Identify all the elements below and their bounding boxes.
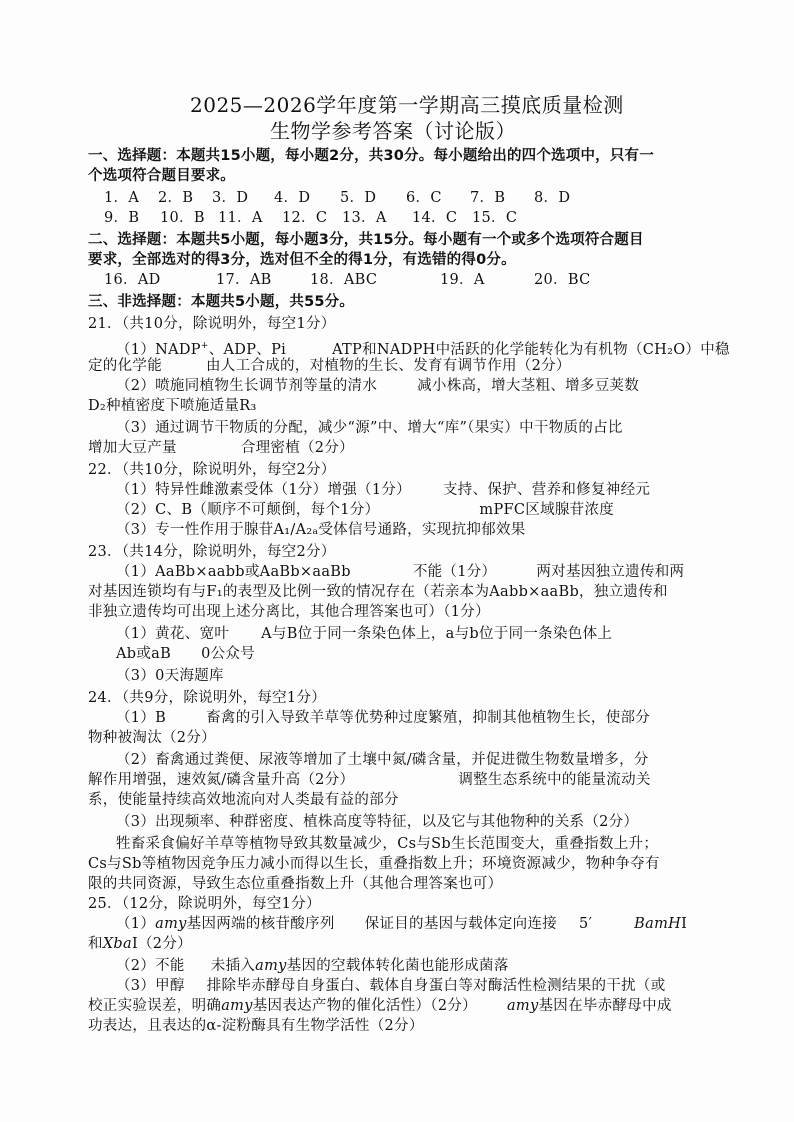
q25-answer-1-cont: 和XbaⅠ（2分） [88, 936, 192, 952]
q24-answer-1: （1）B 畜禽的引入导致羊草等优势种过度繁殖，抑制其他植物生长，使部分 [116, 710, 651, 726]
q23-answer-1-cont: 对基因连锁均有与F₁的表型及比例一致的情况存在（若亲本为Aabb×aaBb，独立遗传和 [88, 584, 668, 600]
q22-answer-3: （3）专一性作用于腺苷A₁/A₂ₐ受体信号通路，实现抗抑郁效果 [116, 522, 526, 538]
q21-answer-2-cont: D₂种植密度下喷施适量R₃ [88, 398, 257, 414]
q21-answer-1: （1）NADP+、ADP、Pi ATP和NADPH中活跃的化学能转化为有机物（CH₂O）中稳 [116, 341, 730, 358]
section2-answer: 16．AD [104, 272, 161, 288]
section3-heading: 三、非选择题：本题共5小题，共55分。 [88, 294, 355, 310]
q25-answer-1: （1）amy基因两端的核苷酸序列 保证目的基因与载体定向连接 5′ BamHⅠ [116, 916, 688, 932]
q21-answer-2: （2）喷施同植物生长调节剂等量的清水 减小株高，增大茎粗、增多豆荚数 [116, 378, 640, 394]
q23-answer-1-cont: 非独立遗传均可出现上述分离比，其他合理答案也可）（1分） [88, 604, 490, 620]
q23-answer-3: （3）0天海题库 [116, 668, 224, 684]
section1-answer: 13．A [342, 210, 387, 226]
section1-answer: 7．B [470, 190, 506, 206]
section1-answer: 2．B [158, 190, 194, 206]
section1-answer: 12．C [282, 210, 328, 226]
q21-answer-1-cont: 定的化学能 由人工合成的，对植物的生长、发育有调节作用（2分） [88, 358, 571, 374]
section1-answer: 5．D [340, 190, 377, 206]
q25-answer-3: （3）甲醇 排除毕赤酵母自身蛋白、载体自身蛋白等对酶活性检测结果的干扰（或 [116, 978, 666, 994]
q25-answer-3-cont: 校正实验误差，明确amy基因表达产物的催化活性）（2分） amy基因在毕赤酵母中成 [88, 998, 672, 1014]
section1-answer: 8．D [534, 190, 571, 206]
q22-answer-2: （2）C、B（顺序不可颠倒，每个1分） mPFC区域腺苷浓度 [116, 502, 615, 518]
section1-answer: 6．C [406, 190, 442, 206]
section1-answer: 1．A [104, 190, 140, 206]
q21-answer-3-cont: 增加大豆产量 合理密植（2分） [88, 440, 354, 456]
q24-answer-2-cont: 系，使能量持续高效地流向对人类最有益的部分 [88, 792, 399, 808]
q24-answer-2: （2）畜禽通过粪便、尿液等增加了土壤中氮/磷含量，并促进微生物数量增多，分 [116, 752, 649, 768]
q24-answer-3: （3）出现频率、种群密度、植株高度等特征，以及它与其他物种的关系（2分） [116, 814, 639, 830]
section1-answer: 14．C [412, 210, 458, 226]
section2-heading: 二、选择题：本题共5小题，每小题3分，共15分。每小题有一个或多个选项符合题目 [88, 232, 644, 248]
q25-heading: 25．（12分，除说明外，每空1分） [88, 896, 321, 912]
q23-answer-2: （1）黄花、宽叶 A与B位于同一条染色体上，a与b位于同一条染色体上 [116, 626, 613, 642]
section1-heading-cont: 个选项符合题目要求。 [88, 168, 235, 184]
section1-answer: 15．C [472, 210, 518, 226]
section2-answer: 17．AB [216, 272, 272, 288]
q25-answer-2: （2）不能 未插入amy基因的空载体转化菌也能形成菌落 [116, 958, 509, 974]
q22-answer-1: （1）特异性雌激素受体（1分）增强（1分） 支持、保护、营养和修复神经元 [116, 482, 651, 498]
section1-heading: 一、选择题：本题共15小题，每小题2分，共30分。每小题给出的四个选项中，只有一 [88, 148, 654, 164]
q21-answer-3: （3）通过调节干物质的分配，减少“源”中、增大“库”（果实）中干物质的占比 [116, 420, 623, 436]
q24-answer-3-cont: 牲畜采食偏好羊草等植物导致其数量减少，Cs与Sb生长范围变大，重叠指数上升； [116, 836, 659, 852]
section2-answer: 19．A [440, 272, 485, 288]
section1-answer: 10．B [160, 210, 205, 226]
section2-heading-cont: 要求，全部选对的得3分，选对但不全的得1分，有选错的得0分。 [88, 252, 516, 268]
section1-answer: 11．A [218, 210, 263, 226]
section2-answer: 20．BC [534, 272, 591, 288]
q24-answer-3-cont: 限的共同资源，导致生态位重叠指数上升（其他合理答案也可） [88, 876, 503, 892]
q24-answer-2-cont: 解作用增强，速效氮/磷含量升高（2分） 调整生态系统中的能量流动关 [88, 772, 651, 788]
page-title: 2025—2026学年度第一学期高三摸底质量检测 [190, 93, 624, 117]
q25-answer-3-cont: 功表达，且表达的α-淀粉酶具有生物学活性（2分） [88, 1018, 424, 1034]
q23-heading: 23．（共14分，除说明外，每空2分） [88, 544, 336, 560]
section1-answer: 4．D [274, 190, 311, 206]
q23-answer-2-cont: Ab或aB 0公众号 [116, 646, 255, 662]
page-subtitle: 生物学参考答案（讨论版） [270, 119, 516, 143]
q23-answer-1: （1）AaBb×aabb或AaBb×aaBb 不能（1分） 两对基因独立遗传和两 [116, 564, 685, 580]
q22-heading: 22．（共10分，除说明外，每空2分） [88, 462, 336, 478]
q24-answer-3-cont: Cs与Sb等植物因竞争压力减小而得以生长，重叠指数上升；环境资源减少，物种争夺有 [88, 856, 660, 872]
section1-answer: 9．B [104, 210, 140, 226]
q24-answer-1-cont: 物种被淘汰（2分） [88, 730, 216, 746]
q21-heading: 21．（共10分，除说明外，每空1分） [88, 316, 336, 332]
section2-answer: 18．ABC [310, 272, 378, 288]
q24-heading: 24．（共9分，除说明外，每空1分） [88, 690, 327, 706]
section1-answer: 3．D [212, 190, 249, 206]
